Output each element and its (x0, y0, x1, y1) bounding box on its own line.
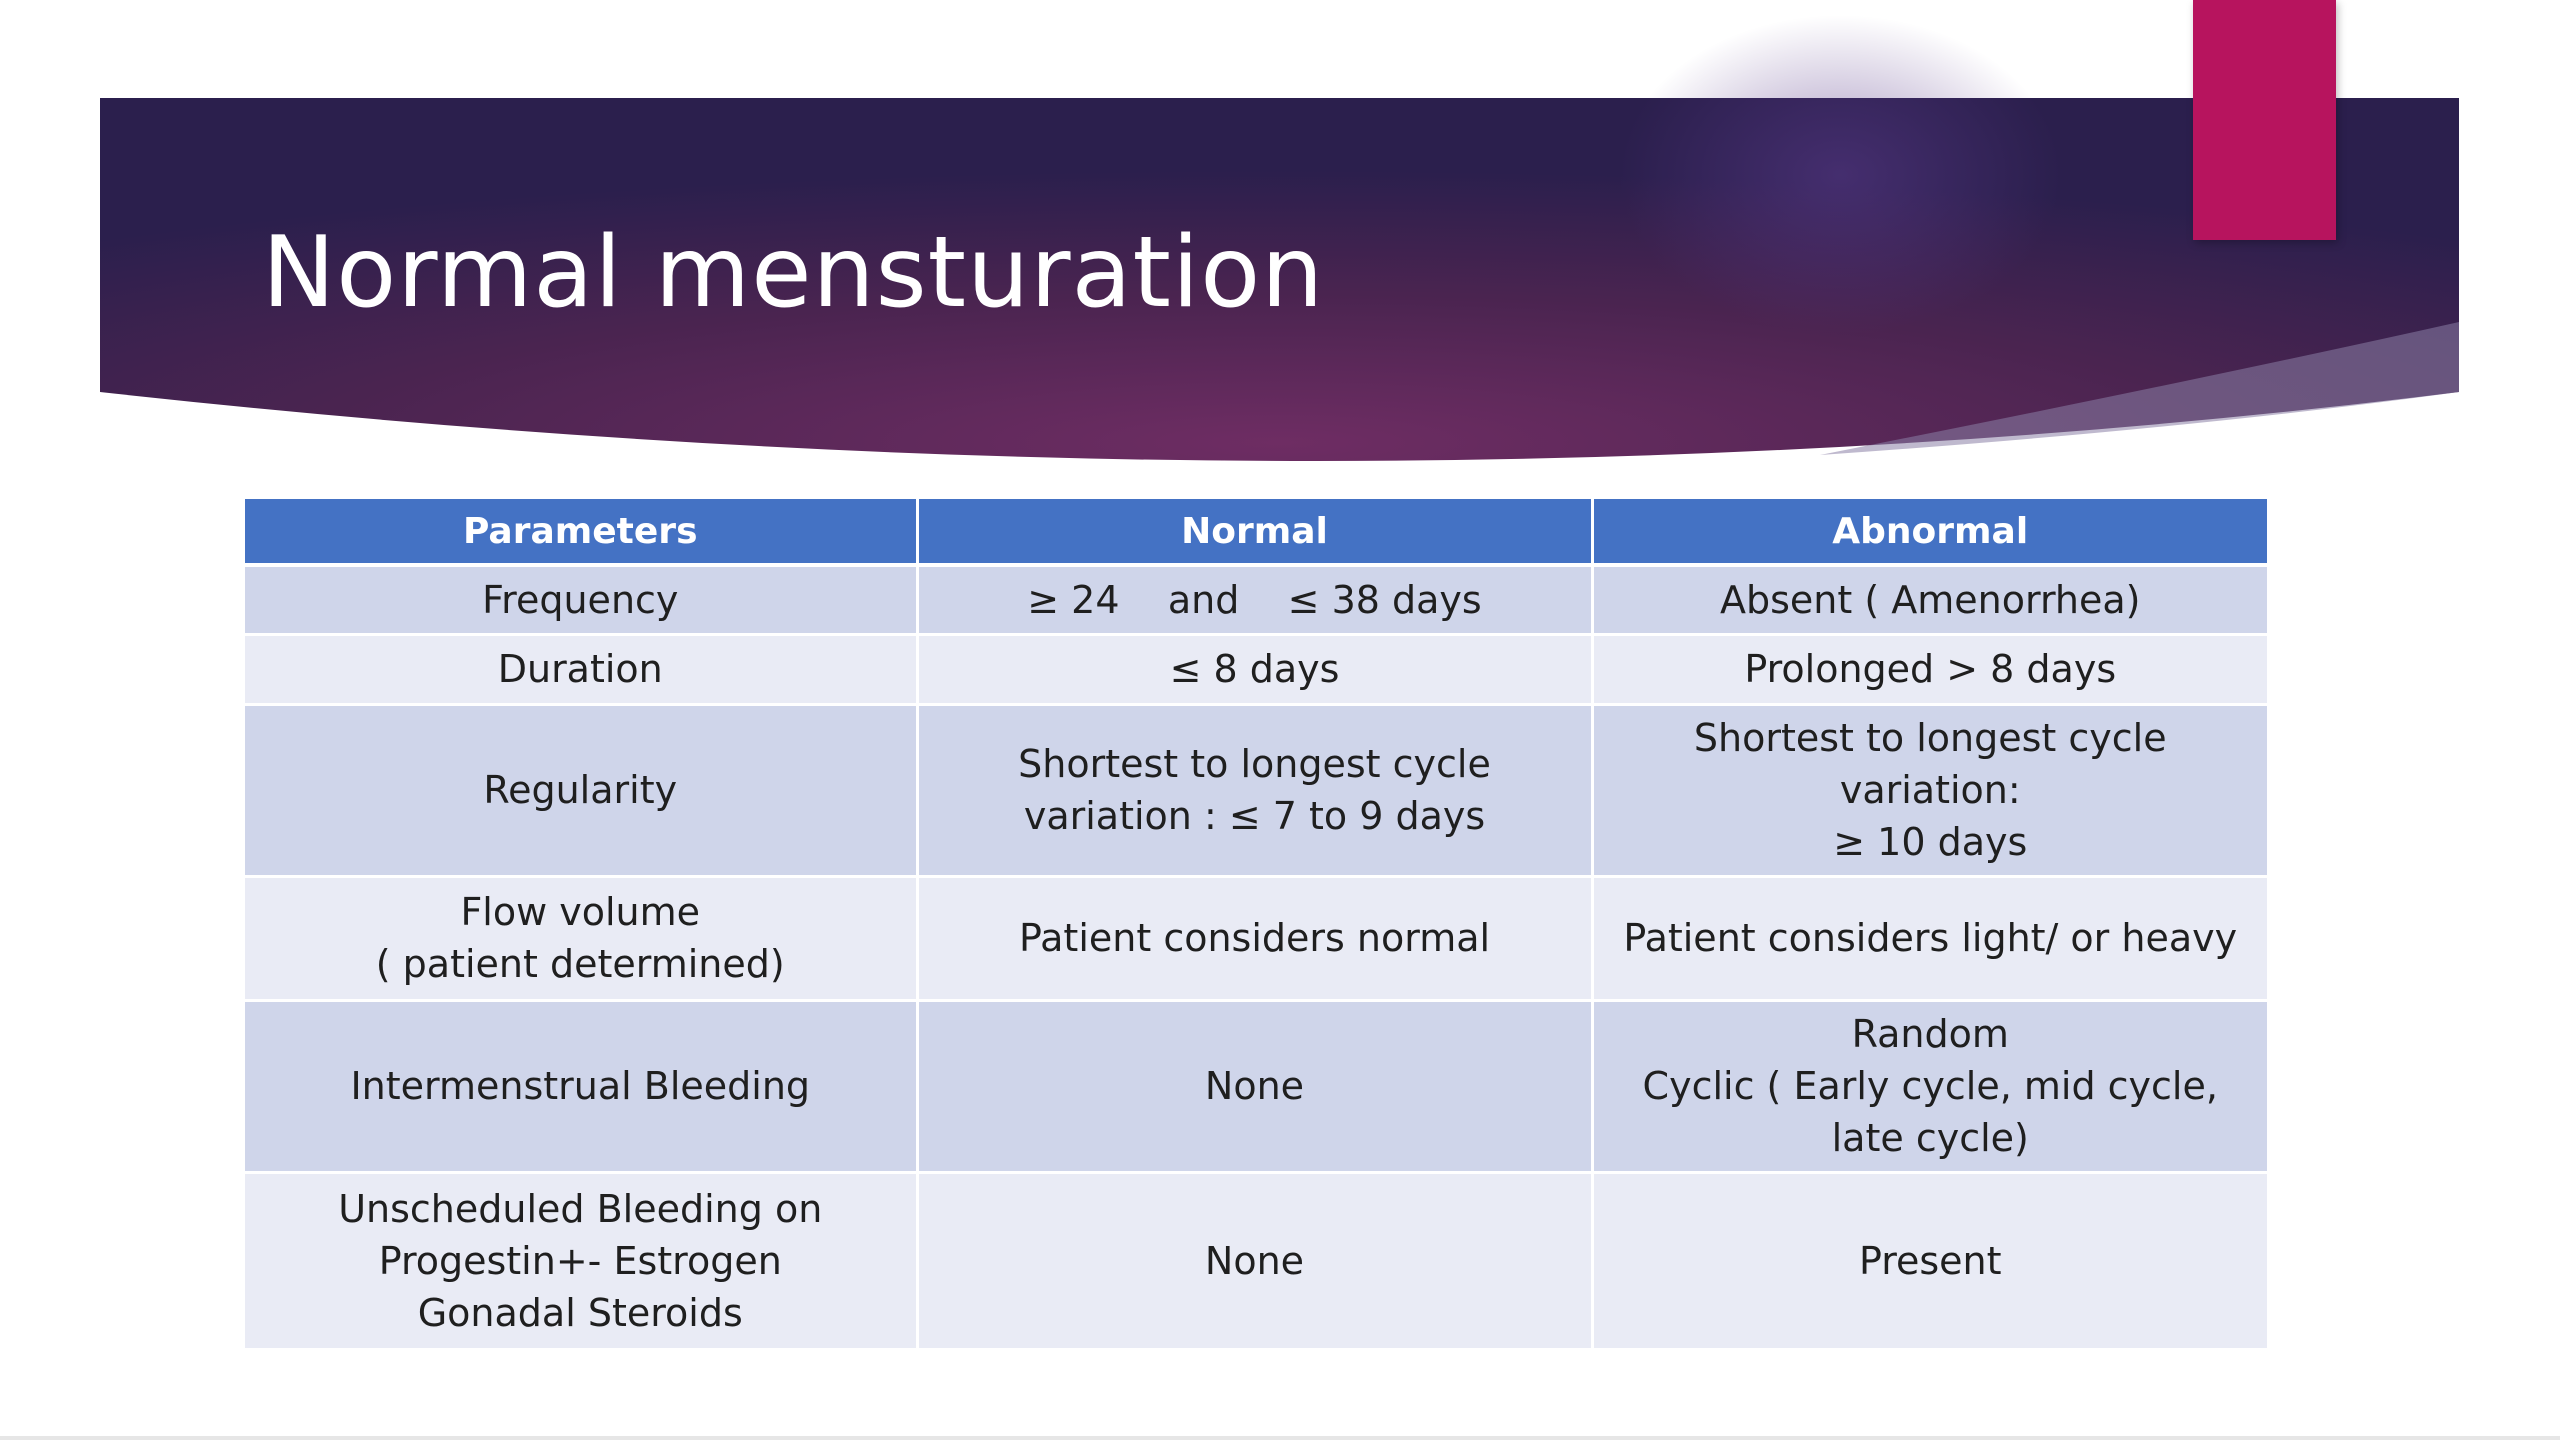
header-normal: Normal (917, 499, 1592, 565)
cell-normal: None (917, 1000, 1592, 1172)
table-row (245, 704, 2267, 876)
header-abnormal: Abnormal (1592, 499, 2267, 565)
table-row (245, 1000, 2267, 1172)
cell-normal: ≤ 8 days (917, 634, 1592, 704)
cell-abnormal: Present (1592, 1172, 2267, 1349)
cell-parameter: Intermenstrual Bleeding (245, 1000, 917, 1172)
menstruation-table (245, 499, 2267, 1351)
cell-abnormal: Shortest to longest cycle variation: ≥ 10 days (1592, 704, 2267, 876)
cell-normal: Patient considers normal (917, 876, 1592, 1000)
accent-tab (2193, 0, 2336, 240)
bottom-rule (0, 1436, 2560, 1440)
table-row (245, 876, 2267, 1000)
cell-normal: Shortest to longest cycle variation : ≤ 7 to 9 days (917, 704, 1592, 876)
table-row (245, 565, 2267, 634)
table-header-row (245, 499, 2267, 565)
slide-title: Normal mensturation (262, 216, 1325, 330)
cell-abnormal: Patient considers light/ or heavy (1592, 876, 2267, 1000)
cell-normal: None (917, 1172, 1592, 1349)
cell-abnormal: Random Cyclic ( Early cycle, mid cycle, late cycle) (1592, 1000, 2267, 1172)
cell-normal: ≥ 24 and ≤ 38 days (917, 565, 1592, 634)
cell-parameter: Frequency (245, 565, 917, 634)
cell-parameter: Flow volume ( patient determined) (245, 876, 917, 1000)
cell-abnormal: Prolonged > 8 days (1592, 634, 2267, 704)
cell-parameter: Duration (245, 634, 917, 704)
table-row (245, 634, 2267, 704)
cell-abnormal: Absent ( Amenorrhea) (1592, 565, 2267, 634)
cell-parameter: Regularity (245, 704, 917, 876)
header-parameters: Parameters (245, 499, 917, 565)
cell-parameter: Unscheduled Bleeding on Progestin+- Estrogen Gonadal Steroids (245, 1172, 917, 1349)
table-row (245, 1172, 2267, 1349)
